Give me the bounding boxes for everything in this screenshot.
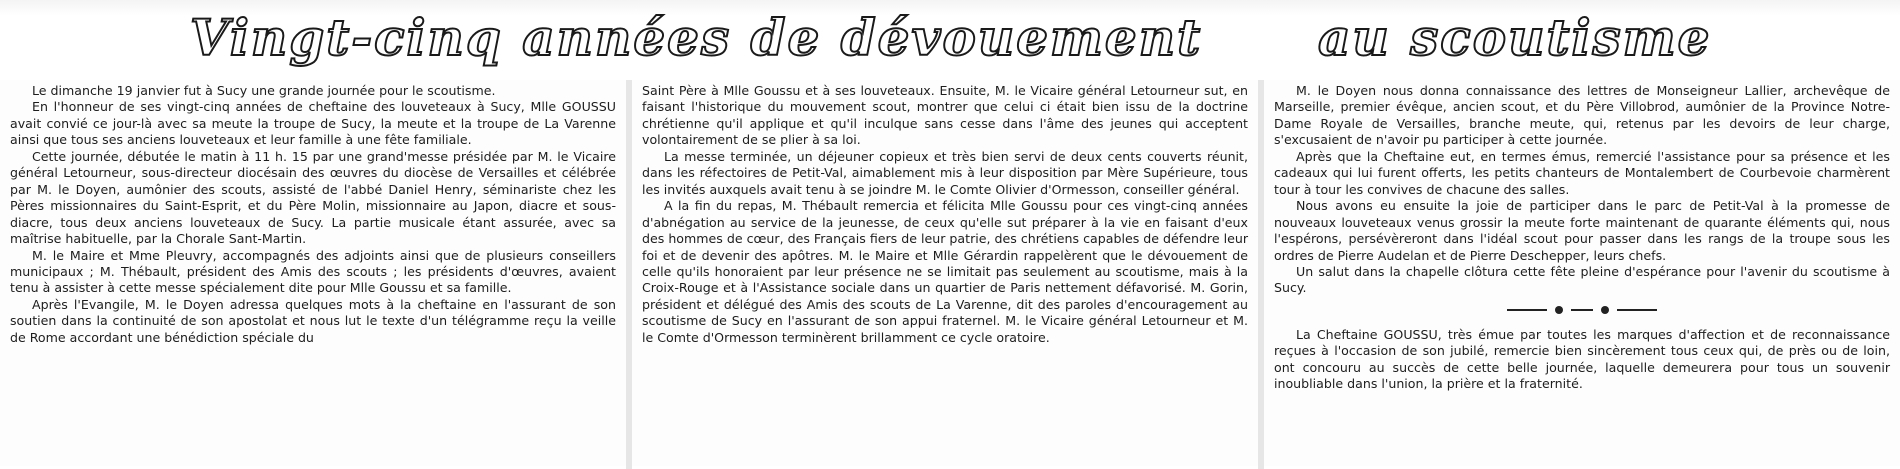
headline-left: Vingt-cinq années de dévouement bbox=[190, 7, 1203, 67]
paragraph: Le dimanche 19 janvier fut à Sucy une grande journée pour le scoutisme. bbox=[32, 83, 496, 98]
paragraph: Un salut dans la chapelle clôtura cette fête pleine d'espérance pour l'avenir du scoutisme à Sucy. bbox=[1274, 263, 1890, 296]
paragraph: En l'honneur de ses vingt-cinq années de cheftaine des louveteaux à Sucy, Mlle GOUSSU avait convié ce jour-là avec sa meute la troupe de Sucy, la meute et la troupe de La Varenne ainsi que tous ses anciens louveteaux et leur famille à une fête familiale. bbox=[10, 99, 616, 148]
paragraph: A la fin du repas, M. Thébault remercia et félicita Mlle Goussu pour ces vingt-cinq années d'abnégation au service de la jeunesse, de ceux qu'elle sut préparer à la vie en faisant d'eux des hommes de cœur, des Français fiers de leur patrie, des chrétiens capables de défendre leur foi et de devenir des apôtres. M. le Maire et Mlle Gérardin rappelèrent que le dévouement de celle qu'ils honoraient par leur présence ne se limitait pas seulement au scoutisme, mais à la Croix-Rouge et à l'Assistance sociale dans un quartier de Paris nettement défavorisé. M. Gorin, président et délégué des Amis des scouts de La Varenne, dit des paroles d'encouragement au scoutisme de Sucy en l'assurant de son appui fraternel. M. le Vicaire général Letourneur et M. le Comte d'Ormesson terminèrent brillamment ce cycle oratoire. bbox=[642, 198, 1248, 345]
paragraph: Cette journée, débutée le matin à 11 h. 15 par une grand'messe présidée par M. le Vicaire général Letourneur, sous-directeur diocésain des œuvres du diocèse de Versailles et célébrée par M. le Doyen, aumônier des scouts, assisté de l'abbé Daniel Henry, séminariste chez les Pères missionnaires du Saint-Esprit, et du Père Molin, missionnaire au Japon, diacre et sous-diacre, tous deux anciens louveteaux de Sucy. La partie musicale étant assurée, avec sa maîtrise habituelle, par la Chorale Sant-Martin. bbox=[10, 148, 616, 247]
separator-ornament bbox=[1274, 303, 1890, 317]
paragraph: Nous avons eu ensuite la joie de participer dans le parc de Petit-Val à la promesse de nouveaux louveteaux venus grossir la meute forte maintenant de quarante éléments qui, nous l'espérons, persévèreront dans l'idéal scout pour passer dans les rangs de la troupe sous les ordres de Pierre Audelan et de Pierre Deschepper, leurs chefs. bbox=[1274, 198, 1890, 263]
paragraph: La messe terminée, un déjeuner copieux et très bien servi de deux cents couverts réunit, dans les réfectoires de Petit-Val, aimablement mis à leur disposition par Mère Supérieure, tous les invités auxquels avait tenu à se joindre M. le Comte Olivier d'Ormesson, conseiller général. bbox=[642, 148, 1248, 197]
paragraph: M. le Maire et Mme Pleuvry, accompagnés des adjoints ainsi que de plusieurs conseillers municipaux ; M. Thébault, président des Amis des scouts ; les présidents d'œuvres, avaient tenu à assister à cette messe spécialement dite pour Mlle Goussu et sa famille. bbox=[10, 247, 616, 296]
paragraph: Saint Père à Mlle Goussu et à ses louveteaux. Ensuite, M. le Vicaire général Letourneur sut, en faisant l'historique du mouvement scout, montrer que celui ci était bien issu de la doctrine chrétienne qu'il applique et qu'il inculque sans cesse dans l'âme des jeunes qui acceptent volontairement de se plier à sa loi. bbox=[642, 83, 1248, 148]
headline-right: au scoutisme bbox=[1318, 7, 1712, 67]
paragraph: Après l'Evangile, M. le Doyen adressa quelques mots à la cheftaine en l'assurant de son soutien dans la continuité de son apostolat et nous lut le texte d'un télégramme reçu la veille de Rome accordant une bénédiction spéciale du bbox=[10, 296, 616, 345]
paragraph: Après que la Cheftaine eut, en termes émus, remercié l'assistance pour sa présence et les cadeaux qui lui furent offerts, les petits chanteurs de Montalembert de Courbevoie charmèrent tour à tour les convives de chacune des salles. bbox=[1274, 148, 1890, 197]
article-column-3 bbox=[1264, 80, 1900, 466]
article-column-2 bbox=[632, 80, 1258, 466]
paragraph: M. le Doyen nous donna connaissance des lettres de Monseigneur Lallier, archevêque de Marseille, premier évêque, ancien scout, et du Père Villobrod, aumônier de la Province Notre-Dame Royale de Versailles, branche meute, qui, retenus par les devoirs de leur charge, s'excusaient de n'avoir pu participer à cette journée. bbox=[1274, 83, 1890, 148]
article-column-1 bbox=[0, 80, 626, 466]
paragraph: La Cheftaine GOUSSU, très émue par toutes les marques d'affection et de reconnaissance reçues à l'occasion de son jubilé, remercie bien sincèrement tous ceux qui, de près ou de loin, ont concouru au succès de cette belle journée, laquelle demeurera pour tous un souvenir inoubliable dans l'union, la prière et la fraternité. bbox=[1274, 326, 1890, 392]
